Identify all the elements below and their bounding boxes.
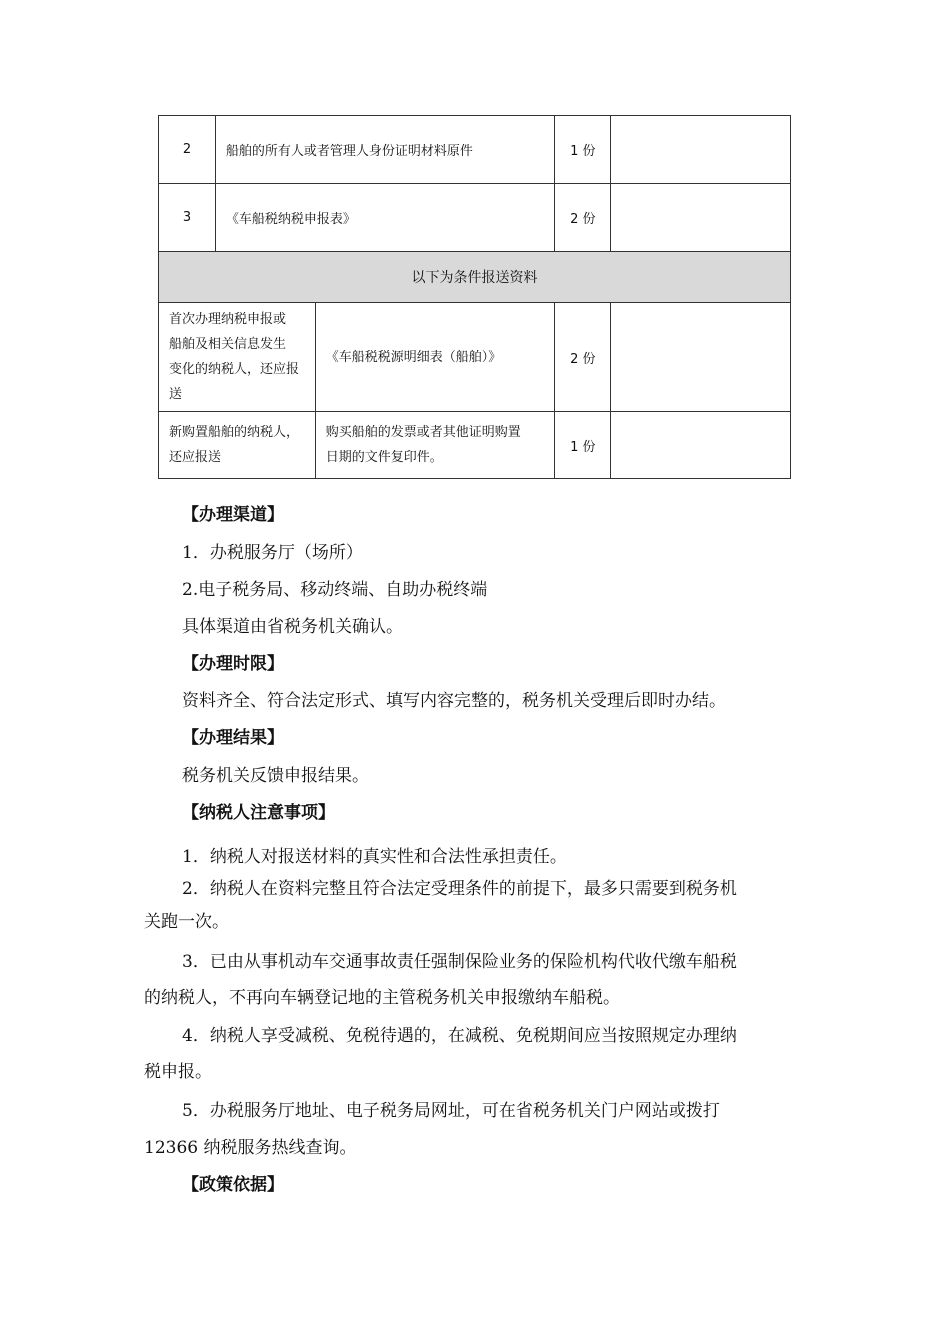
table-row (159, 303, 791, 412)
document-line: 日期的文件复印件。 (325, 450, 443, 465)
table-row (159, 184, 791, 252)
note-line: 12366 纳税服务热线查询。 (144, 1138, 357, 1158)
note-line: 5．办税服务厅地址、电子税务局网址，可在省税务机关门户网站或拨打 (182, 1101, 720, 1121)
section-title: 以下为条件报送资料 (159, 252, 791, 303)
result-text: 税务机关反馈申报结果。 (182, 766, 369, 786)
result-heading: 【办理结果】 (182, 728, 284, 748)
materials-table (158, 115, 791, 479)
empty-cell (611, 116, 791, 184)
condition-line: 船舶及相关信息发生 (169, 337, 287, 352)
condition-line: 变化的纳税人，还应报 (169, 362, 300, 377)
time-limit-text: 资料齐全、符合法定形式、填写内容完整的，税务机关受理后即时办结。 (182, 691, 726, 711)
table-row (159, 116, 791, 184)
note-line: 关跑一次。 (144, 912, 229, 932)
policy-heading: 【政策依据】 (182, 1175, 284, 1195)
table-row (159, 412, 791, 479)
document-name (315, 303, 555, 412)
note-line: 1．纳税人对报送材料的真实性和合法性承担责任。 (182, 847, 567, 867)
condition-cell (159, 412, 316, 479)
channel-item: 1．办税服务厅（场所） (182, 543, 363, 563)
channels-heading: 【办理渠道】 (182, 505, 284, 525)
channel-item: 2.电子税务局、移动终端、自助办税终端 (182, 580, 488, 600)
channel-note: 具体渠道由省税务机关确认。 (182, 617, 403, 637)
row-number: 3 (159, 184, 216, 252)
copies-count: 1 份 (555, 412, 611, 479)
note-line: 2．纳税人在资料完整且符合法定受理条件的前提下，最多只需要到税务机 (182, 879, 737, 899)
note-line: 的纳税人，不再向车辆登记地的主管税务机关申报缴纳车船税。 (144, 988, 620, 1008)
section-row (159, 252, 791, 303)
condition-cell (159, 303, 316, 412)
document-line: 购买船舶的发票或者其他证明购置 (325, 425, 521, 440)
condition-line: 还应报送 (169, 450, 222, 465)
note-line: 税申报。 (144, 1062, 212, 1082)
condition-line: 首次办理纳税申报或 (169, 312, 287, 327)
notes-heading: 【纳税人注意事项】 (182, 803, 335, 823)
copies-count: 2 份 (555, 303, 611, 412)
condition-line: 新购置船舶的纳税人， (169, 425, 300, 440)
note-line: 4．纳税人享受减税、免税待遇的，在减税、免税期间应当按照规定办理纳 (182, 1026, 737, 1046)
document-name (315, 412, 555, 479)
copies-count: 1 份 (555, 116, 611, 184)
document-name: 船舶的所有人或者管理人身份证明材料原件 (215, 116, 554, 184)
copies-count: 2 份 (555, 184, 611, 252)
note-line: 3．已由从事机动车交通事故责任强制保险业务的保险机构代收代缴车船税 (182, 952, 737, 972)
condition-line: 送 (169, 387, 183, 402)
document-line: 《车船税税源明细表（船舶）》 (325, 349, 502, 365)
row-number: 2 (159, 116, 216, 184)
empty-cell (611, 184, 791, 252)
time-limit-heading: 【办理时限】 (182, 654, 284, 674)
empty-cell (611, 303, 791, 412)
empty-cell (611, 412, 791, 479)
document-name: 《车船税纳税申报表》 (215, 184, 554, 252)
